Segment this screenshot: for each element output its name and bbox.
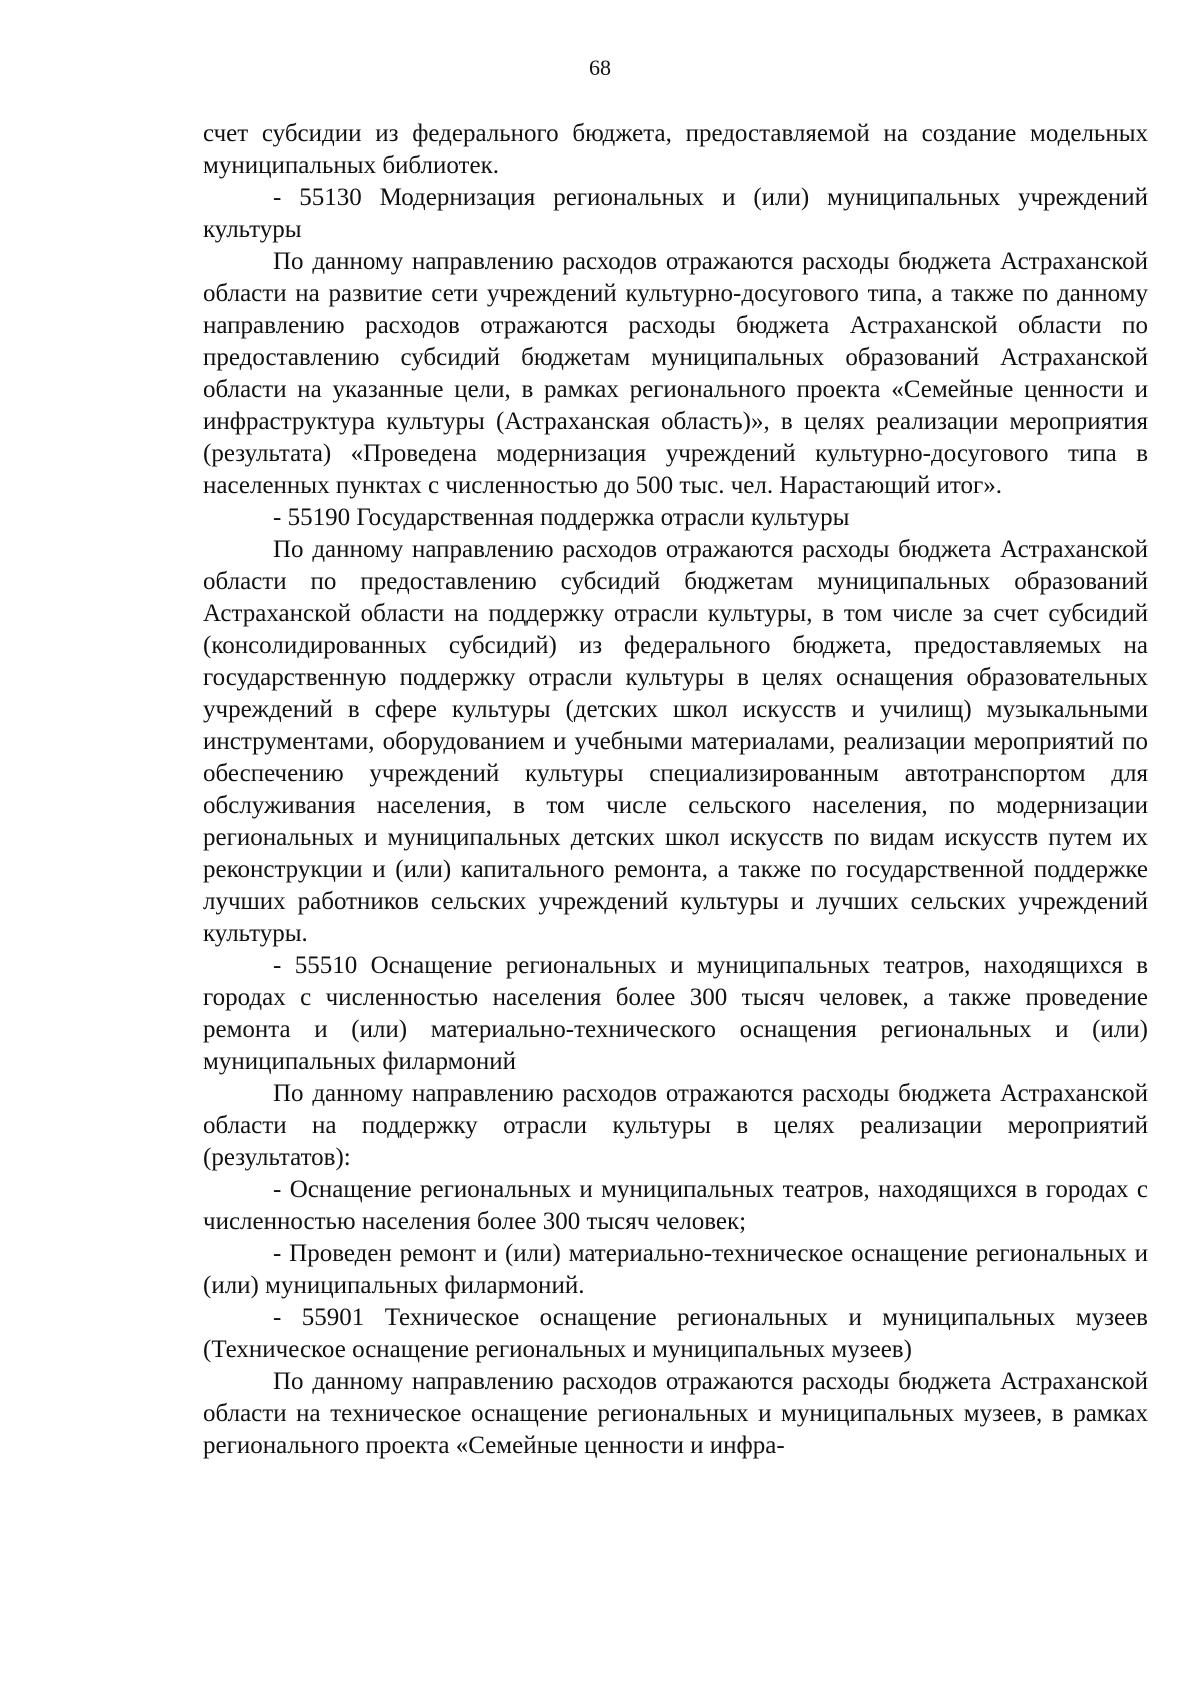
- paragraph-continuation: счет субсидии из федерального бюджета, предоставляемой на создание модельных муниципальных библиотек.: [203, 120, 1148, 179]
- heading-55190: - 55190 Государственная поддержка отрасли культуры: [273, 504, 850, 531]
- paragraph-55190-description: По данному направлению расходов отражаются расходы бюджета Астраханской области по предоставлению субсидий бюджетам муниципальных образований Астраханской области на поддержку отрасли культуры, в том числе за счет субсидий (консолидированных субсидий) из федерального бюджета, предоставляемых на государственную поддержку отрасли культуры в целях оснащения образовательных учреждений в сфере культуры (детских школ искусств и училищ) музыкальными инструментами, оборудованием и учебными материалами, реализации мероприятий по обеспечению учреждений культуры специализированным автотранспортом для обслуживания населения, в том числе сельского населения, по модернизации региональных и муниципальных детских школ искусств по видам искусств путем их реконструкции и (или) капитального ремонта, а также по государственной поддержке лучших работников сельских учреждений культуры и лучших сельских учреждений культуры.: [203, 536, 1148, 947]
- list-item-theatres: - Оснащение региональных и муниципальных театров, находящихся в городах с численностью населения более 300 тысяч человек;: [203, 1176, 1148, 1235]
- list-item-philharmonics: - Проведен ремонт и (или) материально-техническое оснащение региональных и (или) муниципальных филармоний.: [203, 1240, 1148, 1299]
- paragraph-55510-description: По данному направлению расходов отражаются расходы бюджета Астраханской области на поддержку отрасли культуры в целях реализации мероприятий (результатов):: [203, 1080, 1148, 1171]
- heading-55901: - 55901 Техническое оснащение региональных и муниципальных музеев (Техническое оснащение региональных и муниципальных музеев): [203, 1304, 1148, 1363]
- page-number: 68: [589, 55, 611, 80]
- document-body: [203, 118, 1148, 1462]
- paragraph-55130-description: По данному направлению расходов отражаются расходы бюджета Астраханской области на развитие сети учреждений культурно-досугового типа, а также по данному направлению расходов отражаются расходы бюджета Астраханской области по предоставлению субсидий бюджетам муниципальных образований Астраханской области на указанные цели, в рамках регионального проекта «Семейные ценности и инфраструктура культуры (Астраханская область)», в целях реализации мероприятия (результата) «Проведена модернизация учреждений культурно-досугового типа в населенных пунктах с численностью до 500 тыс. чел. Нарастающий итог».: [203, 248, 1148, 499]
- heading-55130: - 55130 Модернизация региональных и (или) муниципальных учреждений культуры: [203, 184, 1148, 243]
- heading-55510: - 55510 Оснащение региональных и муниципальных театров, находящихся в городах с численностью населения более 300 тысяч человек, а также проведение ремонта и (или) материально-технического оснащения региональных и (или) муниципальных филармоний: [203, 952, 1148, 1075]
- paragraph-55901-description: По данному направлению расходов отражаются расходы бюджета Астраханской области на техническое оснащение региональных и муниципальных музеев, в рамках регионального проекта «Семейные ценности и инфра-: [203, 1368, 1148, 1459]
